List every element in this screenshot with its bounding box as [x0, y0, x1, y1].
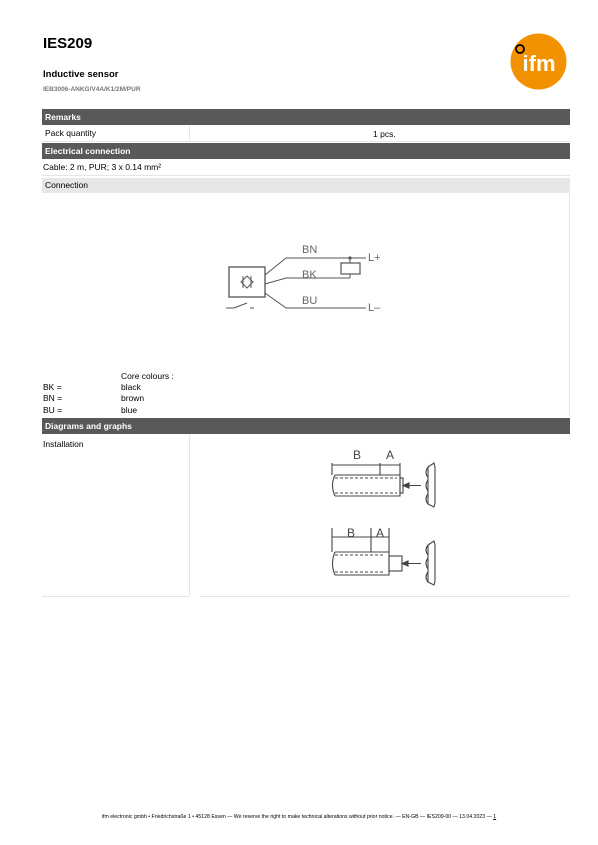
footer-text: ifm electronic gmbh • Friedrichstraße 1 • 45128 Essen — We reserve the right to make technical alterations without prior notice. — EN-GB — IES209-00 — 13.04.2023 — — [101, 814, 492, 820]
table-divider — [569, 193, 570, 416]
supply-minus-label: L– — [368, 302, 381, 314]
svg-text:ifm: ifm — [522, 51, 556, 76]
wire-bu-label: BU — [302, 295, 318, 307]
article-code: IEB3006-ANKG/V4A/K1/2M/PUR — [43, 86, 141, 93]
diagrams-heading: Diagrams and graphs — [42, 418, 570, 434]
core-colour: blue — [121, 405, 138, 415]
table-divider — [189, 126, 190, 142]
row-divider — [42, 175, 570, 176]
core-code: BK = — [43, 382, 62, 392]
wire-bk-label: BK — [302, 269, 317, 281]
electrical-heading: Electrical connection — [42, 143, 570, 159]
supply-plus-label: L+ — [368, 252, 381, 264]
pack-quantity-label: Pack quantity — [45, 128, 97, 138]
wire-bn-label: BN — [302, 244, 318, 256]
core-code: BU = — [43, 405, 63, 415]
page-footer — [0, 814, 598, 820]
installation-drawing — [325, 445, 445, 590]
dimension-a-label: A — [376, 526, 385, 540]
row-divider — [42, 596, 189, 597]
pack-quantity-value: 1 pcs. — [373, 129, 396, 139]
core-colours-title: Core colours : — [121, 371, 174, 381]
row-divider — [42, 141, 570, 142]
core-colour: black — [121, 382, 141, 392]
remarks-heading: Remarks — [42, 109, 570, 125]
table-divider — [189, 434, 190, 596]
ifm-logo — [510, 33, 567, 90]
core-code: BN = — [43, 393, 63, 403]
page-number-link[interactable]: 1 — [493, 814, 497, 820]
wiring-diagram — [222, 238, 392, 316]
installation-label: Installation — [43, 439, 84, 449]
cable-spec: Cable: 2 m, PUR; 3 x 0.14 mm² — [43, 162, 162, 172]
product-title: IES209 — [43, 35, 93, 52]
dimension-a-label: A — [386, 448, 395, 462]
product-subtitle: Inductive sensor — [43, 69, 119, 80]
core-colour: brown — [121, 393, 145, 403]
dimension-b-label: B — [347, 526, 356, 540]
row-divider — [200, 596, 570, 597]
dimension-b-label: B — [353, 448, 362, 462]
connection-heading: Connection — [42, 178, 570, 193]
